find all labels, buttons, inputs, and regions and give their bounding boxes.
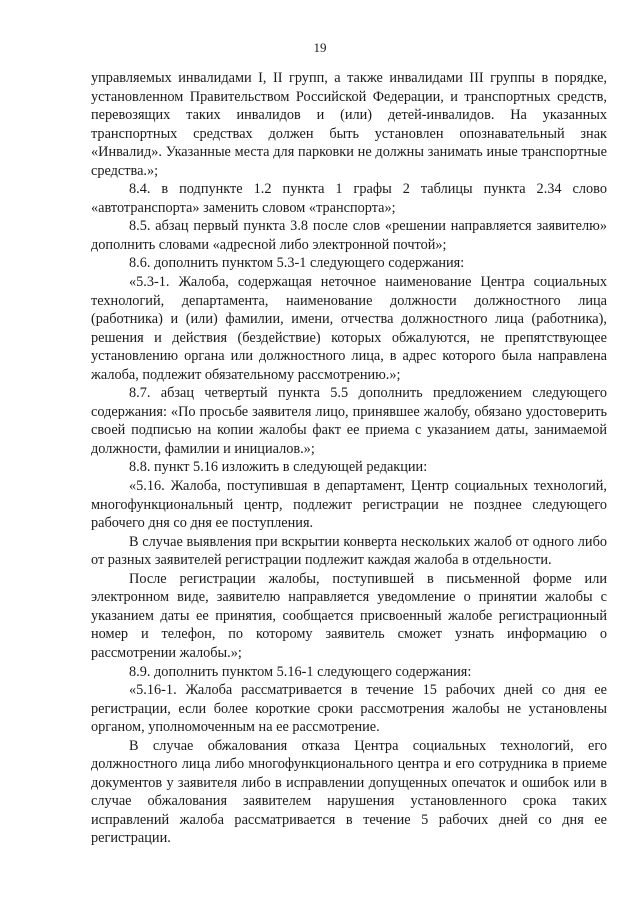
paragraph-5-16-envelope: В случае выявления при вскрытии конверта нескольких жалоб от одного либо от разных заявителей регистрации подлежит каждая жалоба в отдельности. <box>91 533 607 569</box>
paragraph-5-16-1: «5.16-1. Жалоба рассматривается в течение 15 рабочих дней со дня ее регистрации, если более короткие сроки рассмотрения жалобы не установлены органом, уполномоченным на ее рассмотрение. <box>91 682 607 736</box>
paragraph-continuation: управляемых инвалидами I, II групп, а также инвалидами III группы в порядке, установленном Правительством Российской Федерации, и транспортных средств, перевозящих таких инвалидов и (или) детей-инвалидов. На указанных транспортных средствах должен быть установлен опознавательный знак «Инвалид». Указанные места для парковки не должны занимать иные транспортные средства.»; <box>91 70 607 179</box>
paragraph-8-4: 8.4. в подпункте 1.2 пункта 1 графы 2 таблицы пункта 2.34 слово «автотранспорта» заменить словом «транспорта»; <box>91 181 607 216</box>
paragraph-5-16: «5.16. Жалоба, поступившая в департамент, Центр социальных технологий, многофункциональный центр, подлежит регистрации не позднее следующего рабочего дня со дня ее поступления. <box>91 478 607 532</box>
paragraph-8-5: 8.5. абзац первый пункта 3.8 после слов «решении направляется заявителю» дополнить словами «адресной либо электронной почтой»; <box>91 218 607 253</box>
document-body <box>91 69 607 848</box>
paragraph-5-16-registration: После регистрации жалобы, поступившей в письменной форме или электронном виде, заявителю направляется уведомление о принятии жалобы с указанием даты ее принятия, сообщается присвоенный жалобе регистрационный номер и телефон, по которому заявитель сможет узнать информацию о рассмотрении жалобы.»; <box>91 570 607 661</box>
paragraph-5-16-1-appeal: В случае обжалования отказа Центра социальных технологий, его должностного лица либо многофункционального центра и его сотрудника в приеме документов у заявителя либо в исправлении допущенных опечаток и ошибок или в случае обжалования заявителем нарушения установленного срока таких исправлений жалоба рассматривается в течение 5 рабочих дней со дня ее регистрации. <box>91 737 607 847</box>
page-number: 19 <box>313 40 327 55</box>
paragraph-8-9: 8.9. дополнить пунктом 5.16-1 следующего содержания: <box>129 663 472 680</box>
paragraph-8-6: 8.6. дополнить пунктом 5.3-1 следующего содержания: <box>129 255 465 272</box>
paragraph-5-3-1: «5.3-1. Жалоба, содержащая неточное наименование Центра социальных технологий, департамента, наименование должности должностного лица (работника) и (или) фамилии, имени, отчества должностного лица (работника), решения и действия (бездействие) которых обжалуются, не препятствующее установлению органа или должностного лица, в адрес которого была направлена жалоба, подлежит обязательному рассмотрению.»; <box>91 274 607 383</box>
paragraph-8-8: 8.8. пункт 5.16 изложить в следующей редакции: <box>129 459 428 476</box>
paragraph-8-7: 8.7. абзац четвертый пункта 5.5 дополнить предложением следующего содержания: «По просьбе заявителя лицо, принявшее жалобу, обязано удостоверить своей подписью на копии жалобы факт ее приема с указанием даты, занимаемой должности, фамилии и инициалов.»; <box>91 385 607 457</box>
